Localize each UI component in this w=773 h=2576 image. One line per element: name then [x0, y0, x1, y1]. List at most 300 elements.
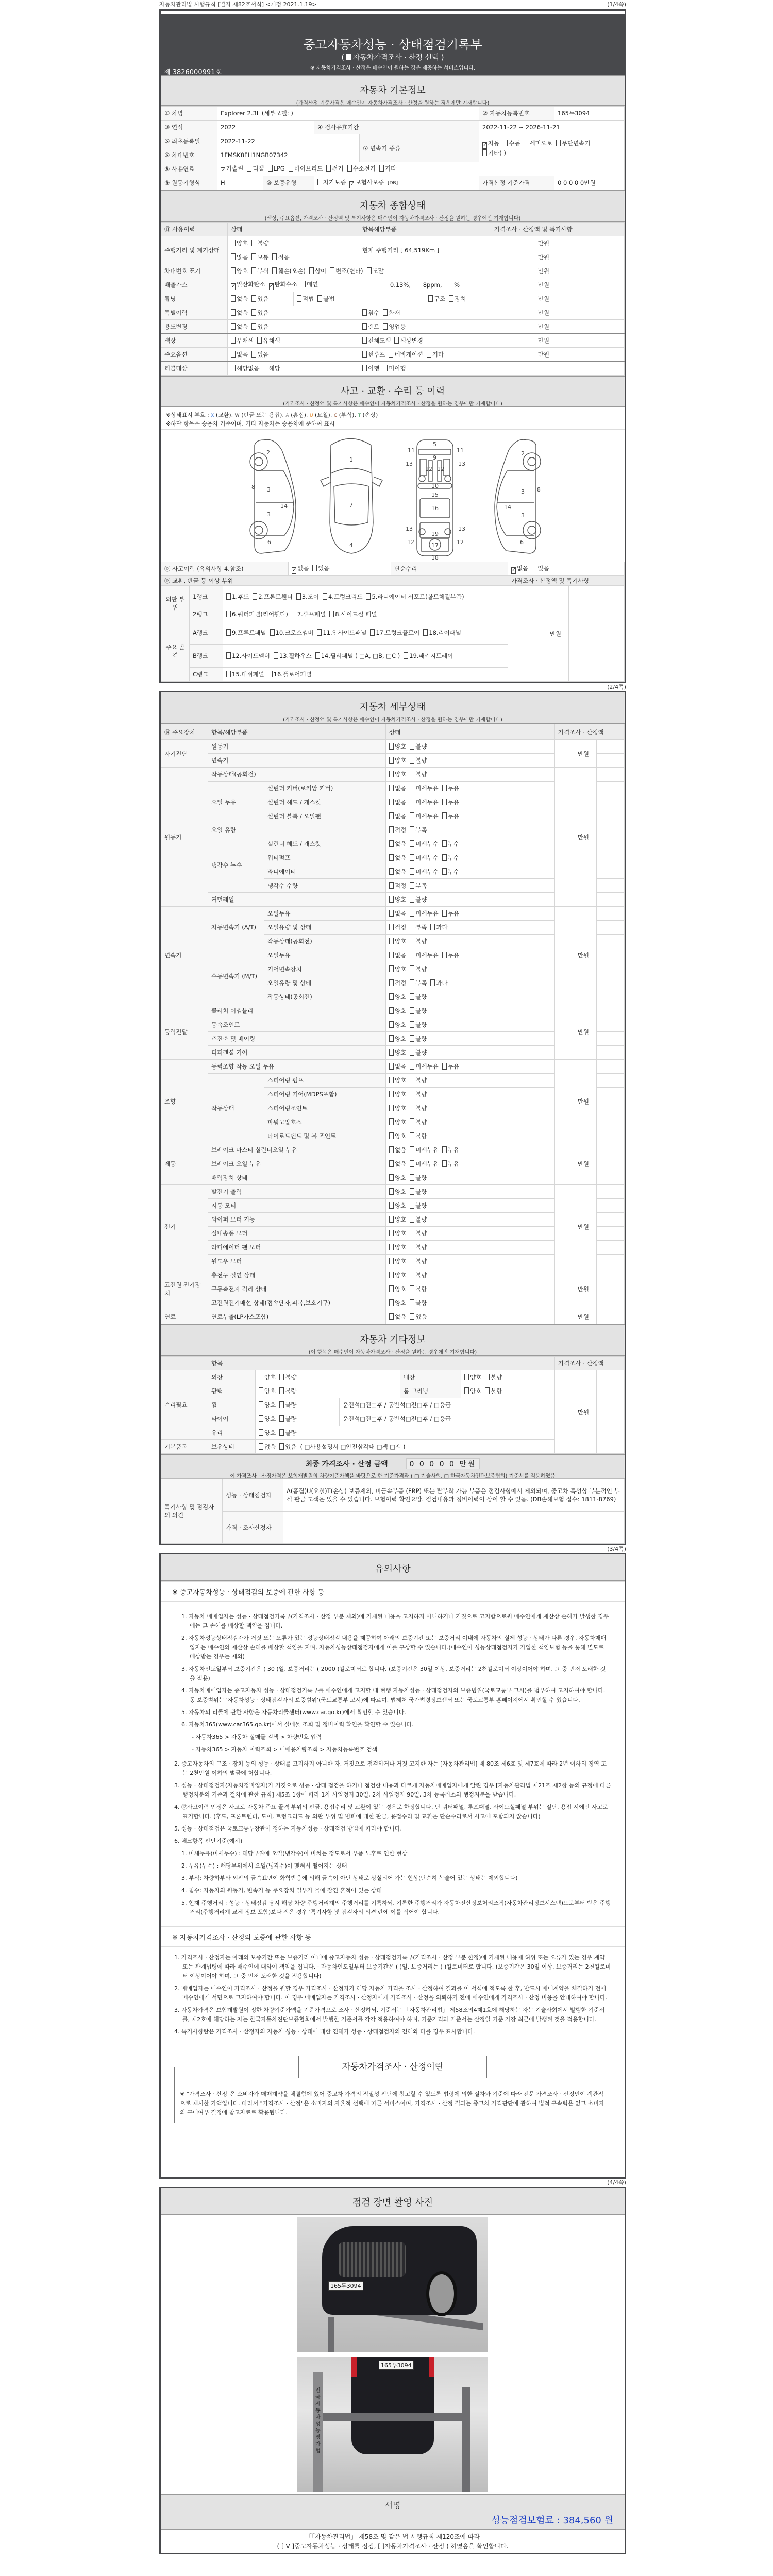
checkbox-option[interactable]	[410, 1229, 427, 1238]
price-note[interactable]	[597, 1046, 625, 1060]
checkbox-option[interactable]	[389, 1188, 406, 1196]
checkbox-icon[interactable]	[383, 309, 388, 316]
checkbox-option[interactable]	[410, 951, 438, 959]
checkbox-icon[interactable]	[309, 267, 314, 274]
price-note[interactable]	[557, 236, 625, 250]
price-note[interactable]	[597, 921, 625, 935]
part-option[interactable]	[268, 670, 312, 679]
checkbox-option[interactable]	[410, 937, 427, 945]
price-note[interactable]	[597, 1129, 625, 1143]
checked-box-icon[interactable]: ✓	[221, 167, 226, 173]
checkbox-icon[interactable]	[226, 593, 231, 600]
checkbox-option[interactable]	[389, 1160, 406, 1168]
checkbox-option[interactable]	[389, 1313, 406, 1321]
checkbox-icon[interactable]	[272, 253, 277, 260]
checkbox-icon[interactable]	[279, 1429, 284, 1436]
checkbox-option[interactable]	[428, 295, 445, 303]
price-note[interactable]	[597, 795, 625, 809]
checkbox-icon[interactable]	[251, 253, 256, 260]
checkbox-option[interactable]	[367, 267, 384, 275]
checkbox-option[interactable]	[442, 868, 459, 876]
price-note[interactable]	[597, 1296, 625, 1310]
checkbox-icon[interactable]	[485, 1387, 490, 1394]
price-note[interactable]	[597, 768, 625, 782]
price-note[interactable]	[597, 1213, 625, 1227]
checkbox-option[interactable]	[410, 1104, 427, 1112]
price-note[interactable]	[557, 306, 625, 320]
checkbox-icon[interactable]	[389, 826, 394, 833]
checkbox-icon[interactable]	[297, 295, 301, 302]
part-option[interactable]	[329, 610, 377, 618]
price-note[interactable]	[597, 740, 625, 754]
checkbox-icon[interactable]	[389, 868, 394, 875]
checkbox-icon[interactable]	[410, 743, 414, 750]
checkbox-icon[interactable]	[410, 1160, 414, 1167]
checkbox-icon[interactable]	[410, 952, 414, 958]
checkbox-icon[interactable]	[389, 1174, 394, 1181]
price-note[interactable]	[597, 1199, 625, 1213]
price-note[interactable]	[597, 990, 625, 1004]
checkbox-icon[interactable]	[410, 1132, 414, 1139]
price-note[interactable]	[597, 1088, 625, 1101]
checkbox-option[interactable]	[389, 1215, 406, 1224]
checkbox-option[interactable]	[389, 1021, 406, 1029]
checkbox-icon[interactable]	[482, 149, 487, 156]
checkbox-icon[interactable]	[251, 267, 256, 274]
checkbox-icon[interactable]	[383, 365, 388, 371]
checkbox-option[interactable]	[279, 1373, 296, 1381]
checkbox-icon[interactable]	[389, 1091, 394, 1097]
checkbox-option[interactable]	[389, 784, 406, 792]
checkbox-icon[interactable]	[231, 240, 236, 246]
checkbox-option[interactable]	[389, 965, 406, 973]
checkbox-option[interactable]	[410, 826, 427, 834]
checkbox-icon[interactable]	[268, 671, 273, 677]
checkbox-option[interactable]	[259, 1401, 276, 1409]
checkbox-option[interactable]	[362, 336, 391, 345]
checkbox-icon[interactable]	[383, 323, 388, 330]
checkbox-option[interactable]	[389, 1146, 406, 1154]
checkbox-icon[interactable]	[389, 1035, 394, 1042]
checkbox-icon[interactable]	[389, 771, 394, 777]
checkbox-option[interactable]	[389, 1076, 406, 1084]
checkbox-option[interactable]	[485, 1387, 502, 1395]
checkbox-icon[interactable]	[410, 1299, 414, 1306]
checkbox-icon[interactable]	[362, 337, 367, 344]
checkbox-icon[interactable]	[259, 1415, 263, 1422]
checkbox-option[interactable]	[524, 139, 552, 147]
checkbox-icon[interactable]	[315, 652, 320, 659]
checkbox-icon[interactable]	[410, 1077, 414, 1083]
checkbox-icon[interactable]	[410, 1118, 414, 1125]
checkbox-option[interactable]	[362, 364, 379, 372]
part-option[interactable]	[315, 652, 400, 660]
checkbox-icon[interactable]	[389, 785, 394, 791]
checkbox-icon[interactable]	[410, 924, 414, 930]
checkbox-option[interactable]	[410, 1007, 427, 1015]
part-option[interactable]	[404, 652, 453, 660]
checkbox-icon[interactable]	[389, 1021, 394, 1028]
checkbox-option[interactable]	[410, 1146, 438, 1154]
checkbox-icon[interactable]	[317, 179, 322, 185]
checkbox-option[interactable]	[389, 1007, 406, 1015]
checkbox-icon[interactable]	[410, 1105, 414, 1111]
price-note[interactable]	[597, 893, 625, 907]
checkbox-icon[interactable]	[410, 812, 414, 819]
checkbox-icon[interactable]	[367, 267, 372, 274]
price-note[interactable]	[597, 1101, 625, 1115]
checkbox-icon[interactable]	[247, 165, 251, 172]
part-option[interactable]	[317, 629, 366, 637]
checkbox-icon[interactable]	[410, 979, 414, 986]
checked-box-icon[interactable]: ✓	[512, 567, 516, 573]
checkbox-icon[interactable]	[289, 165, 293, 172]
checkbox-icon[interactable]	[410, 910, 414, 917]
checkbox-option[interactable]	[389, 951, 406, 959]
part-option[interactable]	[292, 610, 326, 618]
checkbox-icon[interactable]	[442, 1063, 447, 1070]
price-note[interactable]	[597, 837, 625, 851]
checkbox-icon[interactable]	[442, 785, 447, 791]
checkbox-option[interactable]	[389, 1201, 406, 1210]
checkbox-icon[interactable]	[410, 799, 414, 805]
checkbox-option[interactable]	[362, 350, 385, 359]
checkbox-option[interactable]	[389, 1271, 406, 1279]
checkbox-option[interactable]	[231, 267, 248, 275]
checkbox-icon[interactable]	[389, 1132, 394, 1139]
checkbox-icon[interactable]	[442, 1160, 447, 1167]
checkbox-option[interactable]	[410, 1313, 427, 1321]
checkbox-option[interactable]	[389, 1132, 406, 1140]
checkbox-option[interactable]	[410, 1285, 427, 1293]
checkbox-icon[interactable]	[410, 1063, 414, 1070]
checkbox-icon[interactable]	[442, 952, 447, 958]
checkbox-icon[interactable]	[347, 165, 352, 172]
checkbox-option[interactable]	[442, 1146, 459, 1154]
price-note[interactable]	[597, 976, 625, 990]
checkbox-option[interactable]	[532, 564, 549, 572]
checkbox-option[interactable]	[289, 164, 323, 173]
price-note[interactable]	[597, 948, 625, 962]
checkbox-option[interactable]	[410, 1188, 427, 1196]
checkbox-icon[interactable]	[362, 323, 367, 330]
price-note[interactable]	[597, 782, 625, 795]
checkbox-icon[interactable]	[410, 1188, 414, 1195]
checkbox-option[interactable]	[263, 364, 280, 372]
checkbox-icon[interactable]	[464, 1374, 469, 1380]
checkbox-option[interactable]	[309, 267, 326, 275]
checkbox-icon[interactable]	[389, 1285, 394, 1292]
checkbox-icon[interactable]	[410, 1285, 414, 1292]
checkbox-option[interactable]	[389, 1285, 406, 1293]
checkbox-option[interactable]	[297, 295, 314, 303]
checkbox-icon[interactable]	[389, 1105, 394, 1111]
part-option[interactable]	[226, 652, 270, 660]
checkbox-icon[interactable]	[410, 1035, 414, 1042]
checkbox-option[interactable]	[259, 1429, 276, 1437]
checkbox-option[interactable]	[389, 1035, 406, 1043]
checkbox-icon[interactable]	[301, 281, 306, 287]
checkbox-icon[interactable]	[430, 979, 435, 986]
appraiser-opinion[interactable]	[283, 1512, 625, 1544]
checkbox-option[interactable]	[410, 895, 427, 904]
checkbox-option[interactable]	[449, 295, 466, 303]
checkbox-option[interactable]	[259, 1443, 276, 1451]
checkbox-option[interactable]	[231, 336, 254, 345]
price-note[interactable]	[597, 754, 625, 768]
price-note[interactable]	[569, 586, 625, 682]
checkbox-option[interactable]	[383, 323, 406, 331]
checkbox-icon[interactable]	[410, 1272, 414, 1278]
checkbox-icon[interactable]	[270, 629, 275, 636]
checkbox-icon[interactable]	[389, 1230, 394, 1236]
checkbox-option[interactable]	[410, 979, 427, 987]
checkbox-icon[interactable]	[226, 652, 231, 659]
checkbox-icon[interactable]	[370, 629, 375, 636]
checkbox-option[interactable]	[317, 178, 346, 187]
checkbox-icon[interactable]	[394, 337, 399, 344]
checkbox-icon[interactable]	[389, 1049, 394, 1056]
checkbox-icon[interactable]	[449, 295, 453, 302]
checkbox-icon[interactable]	[379, 165, 384, 172]
checkbox-icon[interactable]	[329, 611, 334, 617]
checkbox-icon[interactable]	[312, 565, 317, 571]
checkbox-option[interactable]	[231, 309, 248, 317]
checkbox-option[interactable]	[410, 1132, 427, 1140]
checkbox-icon[interactable]	[389, 351, 393, 358]
checkbox-icon[interactable]	[259, 1374, 263, 1380]
checked-box-icon[interactable]: ✓	[483, 142, 488, 148]
checkbox-icon[interactable]	[292, 611, 296, 617]
checked-box-icon[interactable]: ✓	[350, 181, 355, 187]
checkbox-icon[interactable]	[279, 1443, 284, 1450]
price-note[interactable]	[557, 334, 625, 348]
checkbox-icon[interactable]	[410, 938, 414, 944]
price-note[interactable]	[557, 320, 625, 334]
checkbox-icon[interactable]	[231, 337, 236, 344]
checkbox-option[interactable]	[389, 979, 406, 987]
checkbox-icon[interactable]	[257, 337, 262, 344]
checkbox-icon[interactable]	[389, 799, 394, 805]
checkbox-icon[interactable]	[503, 140, 508, 146]
checkbox-option[interactable]	[251, 309, 268, 317]
checkbox-icon[interactable]	[272, 267, 277, 274]
checkbox-icon[interactable]	[428, 295, 433, 302]
checked-box-icon[interactable]: ✓	[269, 283, 274, 289]
part-option[interactable]	[270, 629, 314, 637]
checkbox-icon[interactable]	[430, 924, 435, 930]
checkbox-option[interactable]	[389, 1299, 406, 1307]
part-option[interactable]	[366, 592, 464, 601]
checkbox-icon[interactable]	[362, 365, 367, 371]
checkbox-icon[interactable]	[442, 812, 447, 819]
checkbox-icon[interactable]	[410, 785, 414, 791]
checkbox-icon[interactable]	[442, 910, 447, 917]
checkbox-icon[interactable]	[410, 854, 414, 861]
price-note[interactable]	[597, 1310, 625, 1324]
checkbox-option[interactable]	[269, 280, 297, 290]
checkbox-option[interactable]	[251, 267, 268, 275]
part-option[interactable]	[296, 592, 319, 601]
checkbox-icon[interactable]	[410, 840, 414, 847]
checkbox-option[interactable]	[410, 993, 427, 1001]
part-option[interactable]	[323, 592, 363, 601]
checkbox-option[interactable]	[389, 798, 406, 806]
checkbox-icon[interactable]	[323, 593, 327, 600]
part-option[interactable]	[226, 629, 266, 637]
part-option[interactable]	[370, 629, 419, 637]
checkbox-option[interactable]	[279, 1415, 296, 1423]
checkbox-option[interactable]	[442, 951, 459, 959]
checkbox-option[interactable]	[231, 364, 259, 372]
checkbox-icon[interactable]	[532, 565, 536, 571]
checkbox-icon[interactable]	[410, 771, 414, 777]
checkbox-icon[interactable]	[226, 671, 231, 677]
checkbox-option[interactable]	[389, 1104, 406, 1112]
checkbox-icon[interactable]	[231, 351, 236, 358]
checkbox-option[interactable]	[389, 770, 406, 778]
checkbox-icon[interactable]	[442, 868, 447, 875]
checkbox-option[interactable]	[231, 323, 248, 331]
checkbox-option[interactable]	[410, 1035, 427, 1043]
checkbox-option[interactable]	[442, 1160, 459, 1168]
checkbox-icon[interactable]	[410, 1258, 414, 1264]
price-note[interactable]	[597, 823, 625, 837]
checkbox-icon[interactable]	[389, 1160, 394, 1167]
checkbox-icon[interactable]	[389, 1244, 394, 1250]
checkbox-icon[interactable]	[389, 1118, 394, 1125]
checkbox-option[interactable]	[330, 267, 363, 275]
price-note[interactable]	[557, 292, 625, 306]
checkbox-icon[interactable]	[410, 1216, 414, 1223]
price-note[interactable]	[597, 1018, 625, 1032]
checkbox-icon[interactable]	[410, 1021, 414, 1028]
checkbox-icon[interactable]	[389, 1216, 394, 1223]
selection-checkbox[interactable]	[346, 54, 351, 60]
checkbox-icon[interactable]	[410, 965, 414, 972]
checkbox-option[interactable]	[442, 1062, 459, 1071]
checkbox-icon[interactable]	[317, 629, 322, 636]
checkbox-icon[interactable]	[253, 593, 257, 600]
checkbox-icon[interactable]	[442, 799, 447, 805]
checkbox-icon[interactable]	[410, 868, 414, 875]
price-note[interactable]	[557, 348, 625, 362]
checkbox-option[interactable]	[389, 756, 406, 765]
checkbox-icon[interactable]	[410, 1230, 414, 1236]
checkbox-option[interactable]	[410, 756, 427, 765]
checkbox-option[interactable]	[279, 1401, 296, 1409]
checkbox-option[interactable]	[394, 336, 423, 345]
checkbox-icon[interactable]	[326, 165, 331, 172]
checkbox-icon[interactable]	[442, 854, 447, 861]
checkbox-option[interactable]	[410, 1160, 438, 1168]
checkbox-icon[interactable]	[366, 593, 371, 600]
checkbox-icon[interactable]	[389, 938, 394, 944]
price-note[interactable]	[597, 1241, 625, 1255]
checkbox-icon[interactable]	[389, 965, 394, 972]
checkbox-icon[interactable]	[274, 652, 278, 659]
checkbox-icon[interactable]	[362, 351, 367, 358]
checkbox-icon[interactable]	[259, 1401, 263, 1408]
checkbox-icon[interactable]	[279, 1401, 284, 1408]
checkbox-option[interactable]	[389, 854, 406, 862]
checkbox-option[interactable]	[482, 139, 499, 149]
checkbox-option[interactable]	[347, 164, 376, 173]
checkbox-option[interactable]	[410, 742, 427, 751]
checkbox-icon[interactable]	[410, 1174, 414, 1181]
checkbox-icon[interactable]	[410, 993, 414, 1000]
checkbox-option[interactable]	[410, 854, 438, 862]
checkbox-option[interactable]	[257, 336, 280, 345]
checkbox-option[interactable]	[410, 868, 438, 876]
price-note[interactable]	[597, 865, 625, 879]
checkbox-option[interactable]	[482, 149, 506, 157]
checkbox-option[interactable]	[410, 1299, 427, 1307]
checkbox-icon[interactable]	[231, 295, 236, 302]
price-note[interactable]	[597, 1268, 625, 1282]
checkbox-icon[interactable]	[410, 1091, 414, 1097]
checkbox-option[interactable]	[464, 1373, 481, 1381]
checkbox-icon[interactable]	[410, 1202, 414, 1209]
checkbox-icon[interactable]	[268, 165, 273, 172]
checkbox-option[interactable]	[389, 826, 406, 834]
price-note[interactable]	[597, 1227, 625, 1241]
checkbox-option[interactable]	[427, 350, 444, 359]
checkbox-icon[interactable]	[251, 351, 256, 358]
price-note[interactable]	[597, 1004, 625, 1018]
price-note[interactable]	[597, 1143, 625, 1157]
checked-box-icon[interactable]: ✓	[292, 567, 297, 573]
checkbox-option[interactable]	[383, 364, 406, 372]
checkbox-option[interactable]	[389, 1048, 406, 1057]
checkbox-option[interactable]	[251, 253, 268, 261]
checkbox-option[interactable]	[389, 868, 406, 876]
checkbox-option[interactable]	[312, 564, 329, 572]
checkbox-icon[interactable]	[296, 593, 301, 600]
checkbox-icon[interactable]	[410, 1244, 414, 1250]
checkbox-option[interactable]	[389, 1174, 406, 1182]
checkbox-icon[interactable]	[389, 896, 394, 903]
checkbox-option[interactable]	[221, 164, 243, 174]
checkbox-option[interactable]	[231, 280, 265, 290]
checkbox-icon[interactable]	[231, 309, 236, 316]
checkbox-icon[interactable]	[259, 1443, 263, 1450]
part-option[interactable]	[253, 592, 293, 601]
checkbox-icon[interactable]	[410, 1313, 414, 1320]
checkbox-icon[interactable]	[464, 1387, 469, 1394]
checkbox-option[interactable]	[326, 164, 343, 173]
checkbox-option[interactable]	[410, 923, 427, 931]
checkbox-option[interactable]	[272, 253, 289, 261]
checkbox-icon[interactable]	[389, 924, 394, 930]
checkbox-option[interactable]	[362, 309, 379, 317]
price-note[interactable]	[597, 1185, 625, 1199]
checkbox-option[interactable]	[279, 1387, 296, 1395]
checkbox-option[interactable]	[442, 854, 459, 862]
checkbox-option[interactable]	[410, 1215, 427, 1224]
checkbox-option[interactable]	[410, 1243, 427, 1251]
checkbox-option[interactable]	[231, 239, 248, 247]
checkbox-option[interactable]	[430, 923, 447, 931]
part-option[interactable]	[226, 670, 264, 679]
checkbox-option[interactable]	[231, 295, 248, 303]
checkbox-option[interactable]	[389, 937, 406, 945]
checkbox-icon[interactable]	[427, 351, 431, 358]
checkbox-option[interactable]	[410, 1090, 427, 1098]
checkbox-icon[interactable]	[389, 1272, 394, 1278]
checkbox-option[interactable]	[362, 323, 379, 331]
checkbox-option[interactable]	[410, 784, 438, 792]
